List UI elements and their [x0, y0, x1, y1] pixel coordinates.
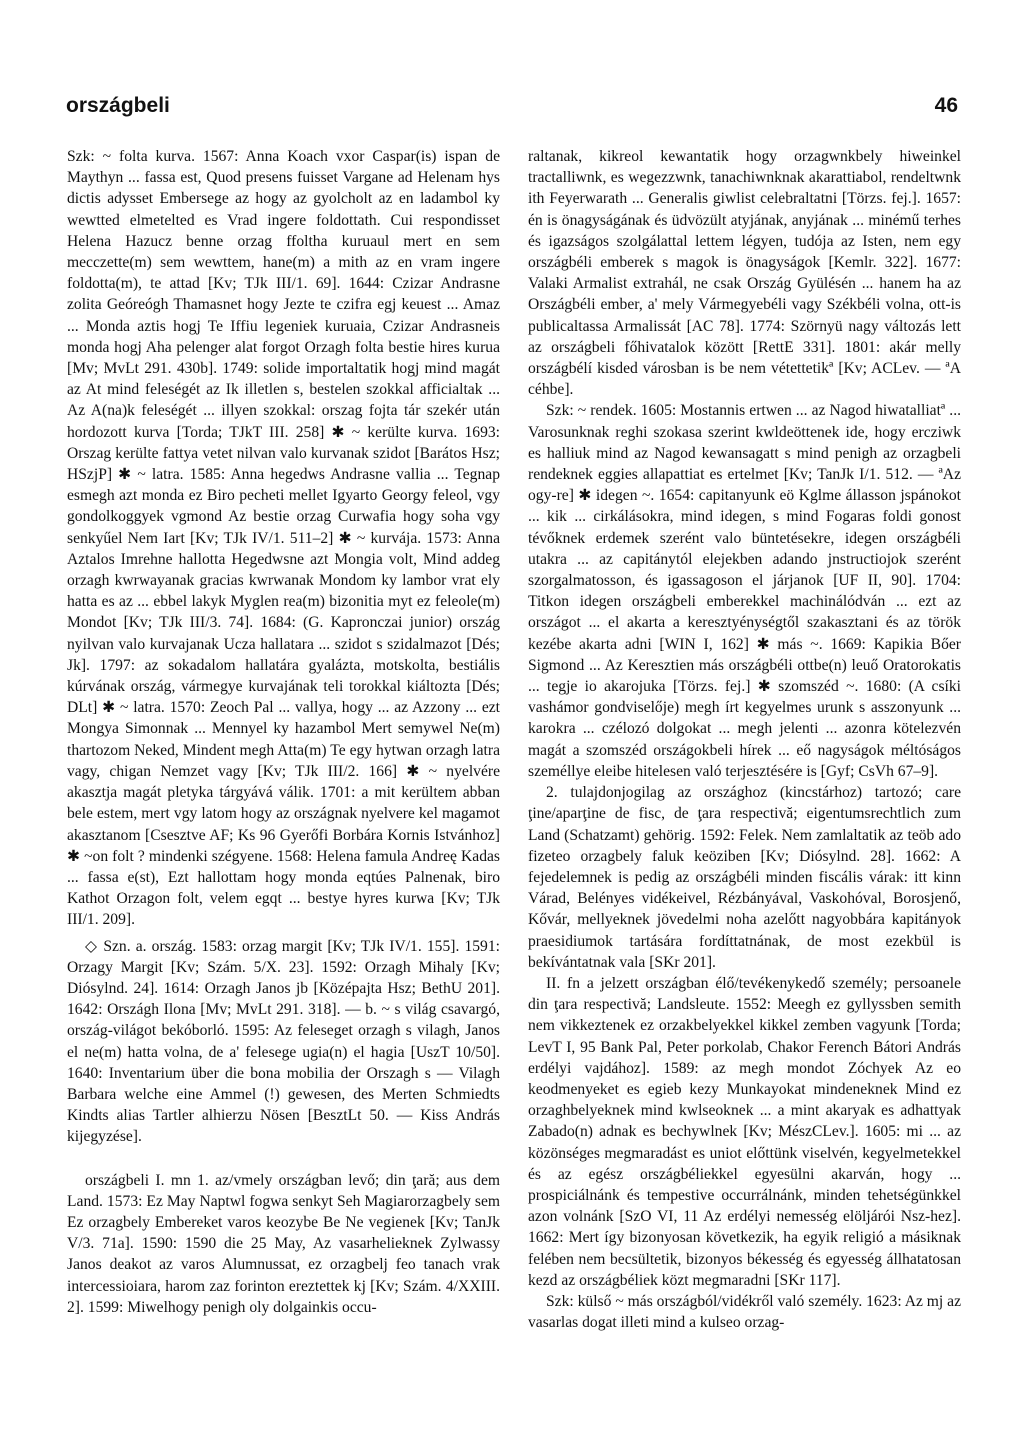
- entry-paragraph: országbeli I. mn 1. az/vmely országban levő; din ţară; aus dem Land. 1573: Ez May Naptwl fogwa senkyt Seh Magiarorzagbely sem Ez orzagbely Embereket varos keozybe Be Ne vegienek [Kv; TanJk V/3. 71a]. 1590: 1590 die 25 May, Az vasarhelieknek Zylwassy Janos deakot az varos Alumnussat, ez orzagbelj feo tanach vrak intercessioiara, harom zaz forinton ereztettek kj [Kv; Szám. 4/XXIII. 2]. 1599: Miwelhogy penigh oly dolgainkis occu-: [67, 1171, 500, 1316]
- left-column: [67, 146, 500, 1318]
- entry-paragraph: raltanak, kikreol kewantatik hogy orzagwnkbely hiweinkel tractalliwnk, es wegezzwnk, tanachiwnknak akarattiabol, rendeltwnk ith Feyerwarath ... Generalis giwlist celebraltatni [Törzs. fej.]. 1657: én is önagyságának és üdvözült atyjának, anyjának ... minémű terhes és igazságos szolgálattal lettem légyen, tudója az Isten, nem egy országbéli emberek s magok is önagyságok [Kemlr. 322]. 1677: Valaki Armalist extrahál, ne csak Ország Gyülésén ... hanem ha az Országbéli ember, a' mely Vármegyebéli vagy Székbéli volna, ott-is publicaltassa Armalissát [AC 78]. 1774: Szörnyü nagy változás lett az országbeli főhivatalok között [RettE 331]. 1801: akár melly országbélí kisded városban is be nem vétettetikª [Kv; ACLev. — ªA céhbe].: [528, 148, 961, 399]
- right-column: [528, 146, 961, 1333]
- page-number: 46: [934, 94, 958, 117]
- entry-paragraph: ◇ Szn. a. ország. 1583: orzag margit [Kv; TJk IV/1. 155]. 1591: Orzagy Margit [Kv; Szám. 5/X. 23]. 1592: Orzagh Mihaly [Kv; Diósylnd. 24]. 1614: Orzagh Janos jb [Középajta Hsz; BethU 201]. 1642: Országh Ilona [Mv; MvLt 291. 318]. — b. ~ s világ csavargó, ország-világot bekóborló. 1595: Az feleseget orzagh s vilagh, Janos el ne(m) hatta volna, de a' felesege ugia(n) el hagia [UszT 10/50]. 1640: Inventarium über die bona mobilia der Orszagh s — Vilagh Barbara welche eine Ammel (!) gewesen, des Merten Schmiedts Kindts alias Tartler alhierzu Nösen [BesztLt 50. — Kiss András kijegyzése].: [67, 937, 500, 1146]
- entry-paragraph: Szk: ~ folta kurva. 1567: Anna Koach vxor Caspar(is) ispan de Maythyn ... fassa est, Quod presens fuisset Vargane ad Helenam hys dictis adysset Embersege az hogy az gyolcholt az en ladambol ky wewtted elmetelted es Vrad ingere foldottath. Cui respondisset Helena Hazucz benne orzag ffoltha kuruaul mert en sem mecczette(m) sem wewttem, hane(m) a mith az en vram ingere foldotta(m), te attad [Kv; TJk III/1. 69]. 1644: Czizar Andrasne zolita Geóreógh Thamasnet hogy Jezte te czifra egj keuest ... Amaz ... Monda aztis hogj Te Iffiu legeniek kuruaia, Czizar Andrasneis monda hogj Aha pelenger alat forgot Orzagh folta bestie hires kurua [Mv; MvLt 291. 430b]. 1749: solide importaltatik hogj mind magát az At mind feleségét az Ik illetlen s, bestelen szokkal afficialtak ... Az A(na)k feleségét ... illyen szokkal: orszag fojta tár szekér után hordozott kurva [Torda; TJkT III. 258] ✱ ~ kerülte kurva. 1693: Orszag kerülte fattya vetet nilvan valo kurvanak szidot [Barátos Hsz; HSzjP] ✱ ~ latra. 1585: Anna hegedws Andrasne vallia ... Tegnap esmegh azt monda ez Biro pecheti mellet Igyarto Georgy feleol, vgy gondolkoggyek vgmond Az bestie orzag Curwafia hogy soha vgy senkyűel Nem Iart [Kv; TJk IV/1. 511–2] ✱ ~ kurvája. 1573: Anna Aztalos Imrehne hallotta Hegedwsne azt Mongia volt, Mind addeg orzagh kwrwayanak gracias kwrwanak Mondom ky lambor vrat ely hatta es az ... ebbel lakyk Myglen rea(m) bizonitia myt ez feleole(m) Mondot [Kv; TJk III/3. 74]. 1684: (G. Kapronczai junior) ország nyilvan valo kurvajanak Ucza hallatara ... szidot s szidalmazot [Dés; Jk]. 1797: az sokadalom hallatára gyalázta, motskolta, bestiális kúrvának ország, vármegye kurvajának teli torokkal kiáltozta [Dés; DLt] ✱ ~ latra. 1570: Zeoch Pal ... vallya, hogy ... az Azzony ... ezt Mongya Simonnak ... Mennyel ky hazambol Mert semywel Ne(m) thartozom Neked, Mindent megh Atta(m) Te egy hytwan orzagh latra vagy, chigan Nemzet vagy [Kv; TJk III/2. 166] ✱ ~ nyelvére akasztja magát pletyka tárgyává válik. 1701: a mit kerültem abban bele estem, mert vgy latom hogy az országnak nyelvere kel magamot akasztanom [Csesztve AF; Ks 96 Gyerőfi Borbára Kornis Istvánhoz] ✱ ~on folt ? mindenki szégyene. 1568: Helena famula Andreę Kadas ... fassa e(st), Ezt hallottam hogy monda eqtúes Palnenak, biro Kathot Orzagon folt, velem egqt ... bestye hyres kurwa [Kv; TJk III/1. 209].: [67, 148, 500, 929]
- running-head: [66, 94, 958, 130]
- entry-paragraph: Szk: ~ rendek. 1605: Mostannis ertwen ... az Nagod hiwatalliatª ... Varosunknak reghi szokasa szerint kwldeöttenek ide, hogy ercziwk es halliuk mind az Nagod kewansagatt s mind penigh az orzagbeli rendeknek eggies allapattiat es ertelmet [Kv; TanJk I/1. 512. — ªAz ogy-re] ✱ idegen ~. 1654: capitanyunk eö Kglme állasson jspánokot ... kik ... cirkálásokra, mind idegen, s mind Fogaras foldi gonost tévőknek erdemek szerént valo büntetésekre, idegen országbéli utakra ... az capitánytól elejekben adando jnstructiojok szerént szorgalmatosson, és igassagoson el járjanok [UF II, 90]. 1704: Titkon idegen országbeli emberekkel machinálódván ... ezt az országot ... el akarta a keresztyénységtől szakasztani és az török kezébe akarta adni [WIN I, 162] ✱ más ~. 1669: Kapikia Bőer Sigmond ... Az Keresztien más országbéli ottbe(n) leuő Oratorokatis ... tegje io akarojuka [Törzs. fej.] ✱ szomszéd ~. 1680: (A csíki vashámor gondviselője) megh írt kegyelmes urunk s asszonyunk ... karokra ... czélozó dolgokat ... megh jelenti ... azonra kötelezvén magát a szomszéd országokbeli hírek ... eő nagyságok méltóságos személlye eleibe hitelesen való terjesztésére is [Gyf; CsVh 67–9].: [528, 402, 961, 780]
- entry-paragraph: 2. tulajdonjogilag az országhoz (kincstárhoz) tartozó; care ţine/aparţine de fisc, de ţara respectivă; eigentumsrechtlich zum Land (Schatzamt) gehörig. 1592: Felek. Nem zamlaltatik az teöb ado fizeteo orzagbely faluk keöziben [Kv; Diósylnd. 28]. 1662: A fejedelemnek is pedig az országbéli minden fiscális várak: itt kinn Várad, Belényes vidékeivel, Rézbányával, Vaskohóval, Borosjenő, Kővár, mellyeknek jövedelmi noha azelőtt nagyobbára kapitányok praesidiumok tartására fordíttatnának, de most ezekbül is bekívántatnak vala [SKr 201].: [528, 784, 961, 971]
- running-headword: országbeli: [66, 94, 170, 117]
- entry-paragraph: Szk: külső ~ más országból/vidékről való személy. 1623: Az mj az vasarlas dogat illeti mind a kulseo orzag-: [528, 1292, 961, 1332]
- entry-paragraph: II. fn a jelzett országban élő/tevékenykedő személy; persoanele din ţara respectivă; Landsleute. 1552: Meegh ez gyllyssben semith nem vikkeztenek ez orzakbelyekkel kikkel zemben vagyunk [Torda; LevT I, 95 Bank Pal, Peter porkolab, Chakor Ferench Bátori András erdélyi vajdához]. 1589: az megh mondot Zóchyek Az eo keodmenyeket es egieb kezy Munkayokat mindeneknek Mind ez orzaghbelyeknek mind kwlseoknek ... a mint akaryak es adhattyak Zabado(n) adnak es bechywlnek [Kv; MészCLev.]. 1605: mi ... az közönséges megmaradást es uniot előttünk viselvén, kegyelmetekkel és az egész országbéliekkel egyesülni akarván, hogy ... prospiciálnánk és tempestive occurrálnánk, minden tehetségünkkel azon volnánk [SzO VI, 11 Az erdélyi nemesség elöljárói Nsz-hez]. 1662: Mert így bizonyosan következik, ha egyik religió a másiknak felében nem becsültetik, bizonyos békesség és egyesség állhatatosan kezd az országbéliek közt megmaradni [SKr 117].: [528, 974, 961, 1289]
